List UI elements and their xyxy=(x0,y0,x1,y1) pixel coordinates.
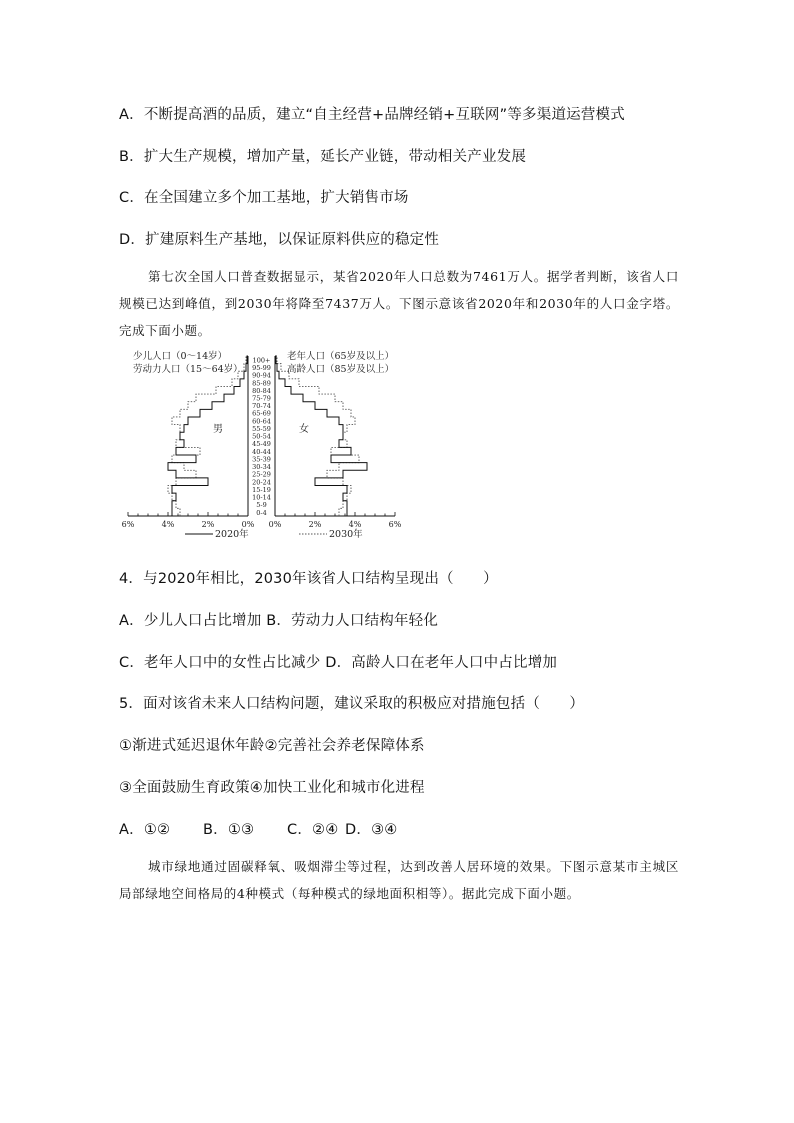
x-tick-label: 4% xyxy=(348,520,362,529)
x-tick-label: 6% xyxy=(121,520,135,529)
age-label: 40-44 xyxy=(252,447,271,456)
age-label: 80-84 xyxy=(252,386,271,395)
legend-elderly: 老年人口（65岁及以上） xyxy=(287,351,395,362)
age-label: 65-69 xyxy=(252,409,271,418)
age-label: 20-24 xyxy=(252,478,271,487)
age-label: 5-9 xyxy=(256,501,267,510)
q4-options-ab: A．少儿人口占比增加 B．劳动力人口结构年轻化 xyxy=(119,613,439,629)
age-label: 85-89 xyxy=(252,379,271,388)
q5-stem: 5．面对该省未来人口结构问题，建议采取的积极应对措施包括（ ） xyxy=(119,696,585,712)
q5-items-12: ①渐进式延迟退休年龄②完善社会养老保障体系 xyxy=(119,738,425,754)
label-female: 女 xyxy=(299,424,309,435)
series-2020-female xyxy=(275,356,367,516)
series-2020-male xyxy=(168,356,248,516)
legend-oldest: 高龄人口（85岁及以上） xyxy=(287,364,395,375)
age-label: 75-79 xyxy=(252,394,271,403)
x-tick-label: 4% xyxy=(161,520,175,529)
q5-option-b: B．①③ xyxy=(203,822,255,838)
option-d-prev: D．扩建原料生产基地，以保证原料供应的稳定性 xyxy=(119,232,440,248)
q5-option-c: C．②④ xyxy=(287,822,339,838)
q4-options-cd: C．老年人口中的女性占比减少 D．高龄人口在老年人口中占比增加 xyxy=(119,655,558,671)
x-tick-label: 2% xyxy=(308,520,322,529)
x-tick-label: 6% xyxy=(388,520,402,529)
q5-items-34: ③全面鼓励生育政策④加快工业化和城市化进程 xyxy=(119,780,425,796)
pyramid-marks xyxy=(122,356,402,529)
age-label: 10-14 xyxy=(252,493,271,502)
age-label: 95-99 xyxy=(252,364,271,373)
option-b-prev: B．扩大生产规模，增加产量，延长产业链，带动相关产业发展 xyxy=(119,149,527,165)
age-label: 70-74 xyxy=(252,402,271,411)
x-tick-label: 0% xyxy=(241,520,255,529)
age-label: 30-34 xyxy=(252,463,271,472)
x-tick-label: 0% xyxy=(268,520,282,529)
legend-child: 少儿人口（0～14岁） xyxy=(133,351,228,362)
option-a-prev: A．不断提高酒的品质，建立“自主经营+品牌经销+互联网”等多渠道运营模式 xyxy=(119,107,625,123)
age-label: 35-39 xyxy=(252,455,271,464)
age-label: 15-19 xyxy=(252,485,271,494)
x-tick-label: 2% xyxy=(201,520,215,529)
q5-options xyxy=(119,818,397,839)
series-2030-female xyxy=(275,356,359,516)
age-label: 55-59 xyxy=(252,424,271,433)
population-intro-paragraph: 第七次全国人口普查数据显示，某省2020年人口总数为7461万人。据学者判断，该省人口规模已达到峰值，到2030年将降至7437万人。下图示意该省2020年和2030年的人口金字塔。完成下面小题。 xyxy=(119,269,679,338)
legend-2030: 2030年 xyxy=(329,529,363,540)
age-label: 25-29 xyxy=(252,470,271,479)
greenland-intro-paragraph: 城市绿地通过固碳释氧、吸烟滞尘等过程，达到改善人居环境的效果。下图示意某市主城区局部绿地空间格局的4种模式（每种模式的绿地面积相等）。据此完成下面小题。 xyxy=(119,859,679,901)
q5-option-d: D．③④ xyxy=(345,822,398,838)
age-label: 45-49 xyxy=(252,440,271,449)
age-label: 90-94 xyxy=(252,371,271,380)
q5-option-a: A．①② xyxy=(119,822,171,838)
age-label: 50-54 xyxy=(252,432,271,441)
label-male: 男 xyxy=(213,424,223,435)
age-label: 100+ xyxy=(252,356,271,365)
option-c-prev: C．在全国建立多个加工基地，扩大销售市场 xyxy=(119,190,409,206)
q4-stem: 4．与2020年相比，2030年该省人口结构呈现出（ ） xyxy=(119,571,498,587)
population-pyramid-chart xyxy=(113,344,403,544)
legend-labor: 劳动力人口（15～64岁） xyxy=(133,364,243,375)
age-label: 0-4 xyxy=(256,508,267,517)
legend-2020: 2020年 xyxy=(215,529,249,540)
age-label: 60-64 xyxy=(252,417,271,426)
